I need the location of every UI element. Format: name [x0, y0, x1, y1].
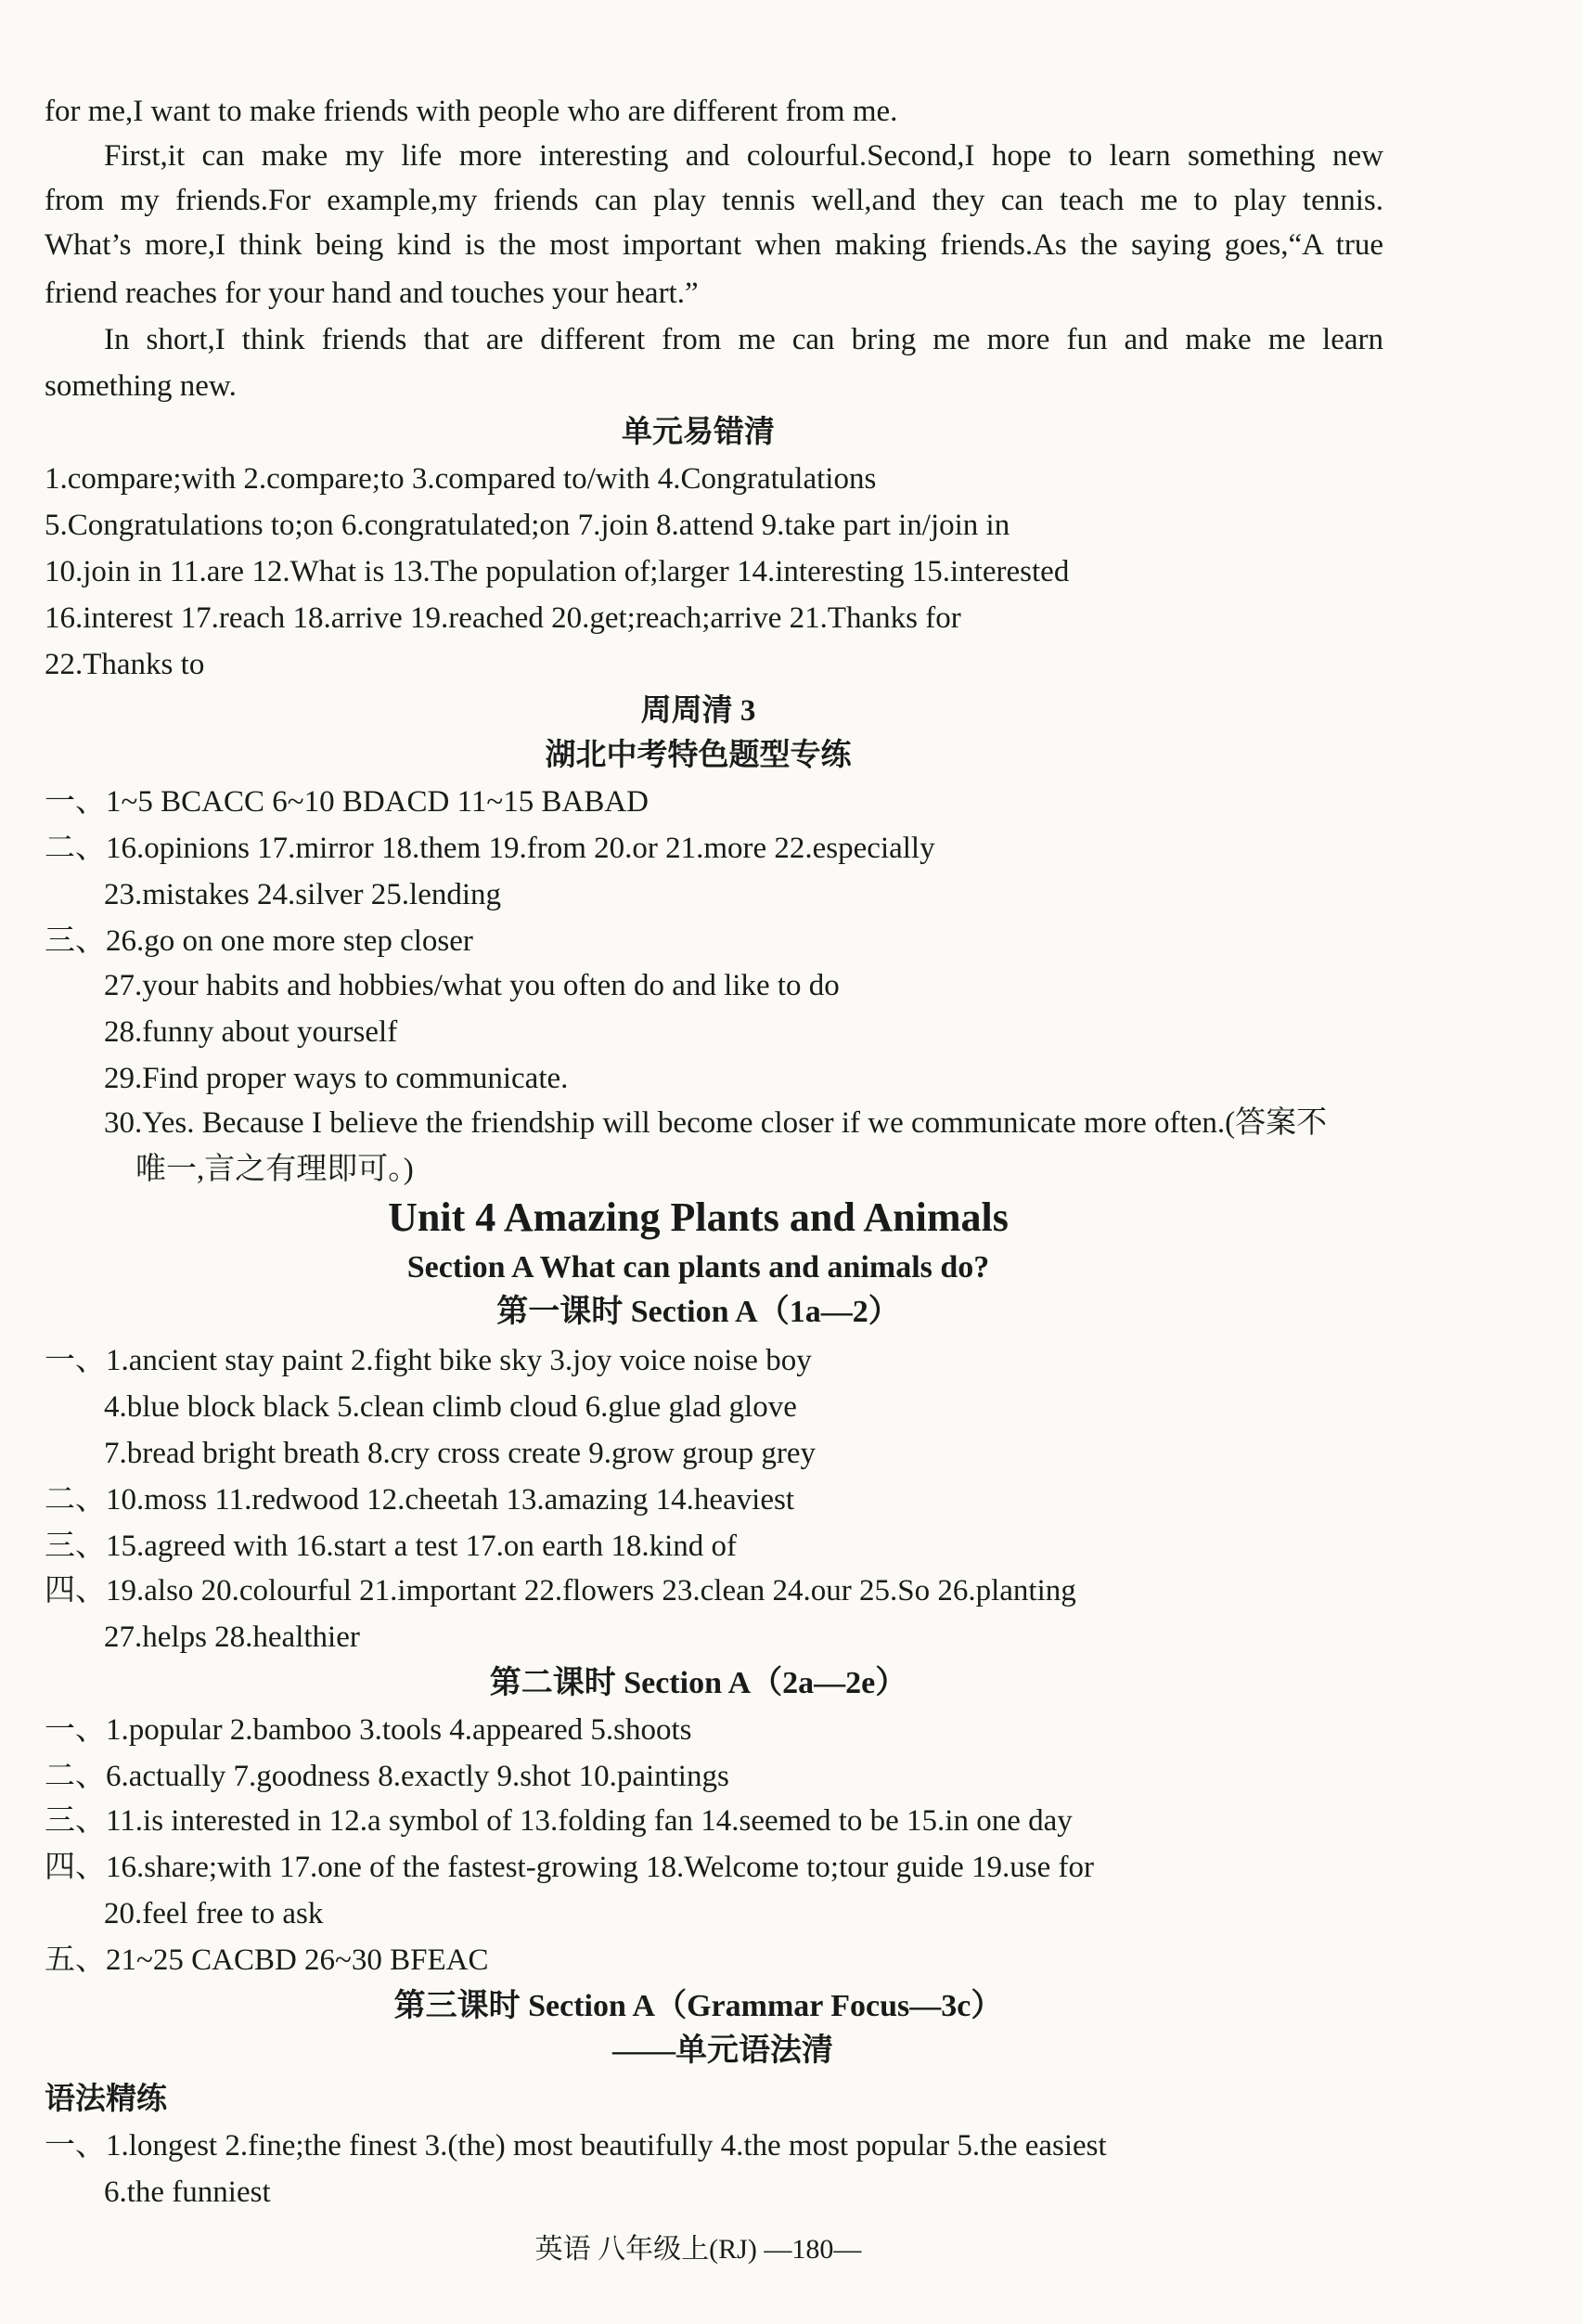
answer-line: 29.Find proper ways to communicate. [104, 1062, 569, 1095]
section-subtitle: 湖北中考特色题型专练 [545, 739, 852, 772]
answer-line: 三、26.go on one more step closer [45, 924, 473, 958]
essay-line: for me,I want to make friends with people who are different from me. [45, 95, 898, 128]
lesson-title: 第一课时 Section A（1a—2） [496, 1295, 900, 1329]
answer-line: 23.mistakes 24.silver 25.lending [104, 878, 502, 911]
answer-line: 7.bread bright breath 8.cry cross create 9.grow group grey [104, 1437, 816, 1470]
lesson-title: 第二课时 Section A（2a—2e） [489, 1666, 907, 1700]
answer-line: 唯一,言之有理即可。) [135, 1153, 414, 1186]
essay-line: In short,I think friends that are different from me can bring me more fun and make me learn [104, 323, 1383, 356]
essay-line: What’s more,I think being kind is the most important when making friends.As the saying goes,“A true [45, 228, 1383, 262]
answer-line: 五、21~25 CACBD 26~30 BFEAC [45, 1943, 489, 1977]
answer-line: 20.feel free to ask [104, 1897, 324, 1930]
answer-line: 27.your habits and hobbies/what you often do and like to do [104, 969, 840, 1002]
answer-line: 四、19.also 20.colourful 21.important 22.flowers 23.clean 24.our 25.So 26.planting [45, 1574, 1076, 1607]
answer-line: 三、15.agreed with 16.start a test 17.on earth 18.kind of [45, 1530, 737, 1563]
section-heading: Section A What can plants and animals do? [406, 1250, 990, 1285]
answer-line: 二、10.moss 11.redwood 12.cheetah 13.amazing 14.heaviest [45, 1483, 795, 1517]
answer-line: 16.interest 17.reach 18.arrive 19.reached 20.get;reach;arrive 21.Thanks for [45, 601, 961, 635]
answer-line: 28.funny about yourself [104, 1015, 398, 1049]
answer-line: 一、1.longest 2.fine;the finest 3.(the) most beautifully 4.the most popular 5.the easiest [45, 2129, 1107, 2163]
answer-line: 10.join in 11.are 12.What is 13.The population of;larger 14.interesting 15.interested [45, 555, 1070, 588]
answer-line: 30.Yes. Because I believe the friendship will become closer if we communicate more often.(答案不 [104, 1106, 1328, 1140]
practice-heading: 语法精练 [45, 2083, 167, 2116]
section-title: 周周清 3 [640, 694, 756, 728]
answer-line: 6.the funniest [104, 2176, 271, 2209]
page-footer: 英语 八年级上(RJ) —180— [534, 2234, 862, 2265]
answer-line: 一、1.popular 2.bamboo 3.tools 4.appeared 5.shoots [45, 1713, 692, 1747]
answer-line: 三、11.is interested in 12.a symbol of 13.folding fan 14.seemed to be 15.in one day [45, 1804, 1073, 1838]
lesson-subtitle: ——单元语法清 [612, 2034, 833, 2068]
essay-line: from my friends.For example,my friends can play tennis well,and they can teach me to play tennis. [45, 184, 1383, 217]
answer-line: 22.Thanks to [45, 648, 205, 681]
essay-line: First,it can make my life more interesting and colourful.Second,I hope to learn something new [104, 139, 1383, 173]
answer-line: 二、6.actually 7.goodness 8.exactly 9.shot 10.paintings [45, 1760, 729, 1793]
essay-line: something new. [45, 369, 237, 403]
answer-line: 二、16.opinions 17.mirror 18.them 19.from 20.or 21.more 22.especially [45, 832, 935, 865]
answer-line: 一、1.ancient stay paint 2.fight bike sky 3.joy voice noise boy [45, 1344, 812, 1377]
answer-line: 4.blue block black 5.clean climb cloud 6.glue glad glove [104, 1390, 797, 1424]
essay-line: friend reaches for your hand and touches your heart.” [45, 277, 699, 310]
unit-title: Unit 4 Amazing Plants and Animals [388, 1194, 1009, 1240]
answer-line: 一、1~5 BCACC 6~10 BDACD 11~15 BABAD [45, 785, 649, 819]
lesson-title: 第三课时 Section A（Grammar Focus—3c） [393, 1989, 1003, 2023]
section-title: 单元易错清 [622, 416, 775, 449]
answer-line: 四、16.share;with 17.one of the fastest-growing 18.Welcome to;tour guide 19.use for [45, 1851, 1095, 1884]
answer-line: 27.helps 28.healthier [104, 1620, 360, 1654]
answer-line: 1.compare;with 2.compare;to 3.compared to/with 4.Congratulations [45, 462, 877, 496]
answer-line: 5.Congratulations to;on 6.congratulated;on 7.join 8.attend 9.take part in/join in [45, 509, 1010, 542]
